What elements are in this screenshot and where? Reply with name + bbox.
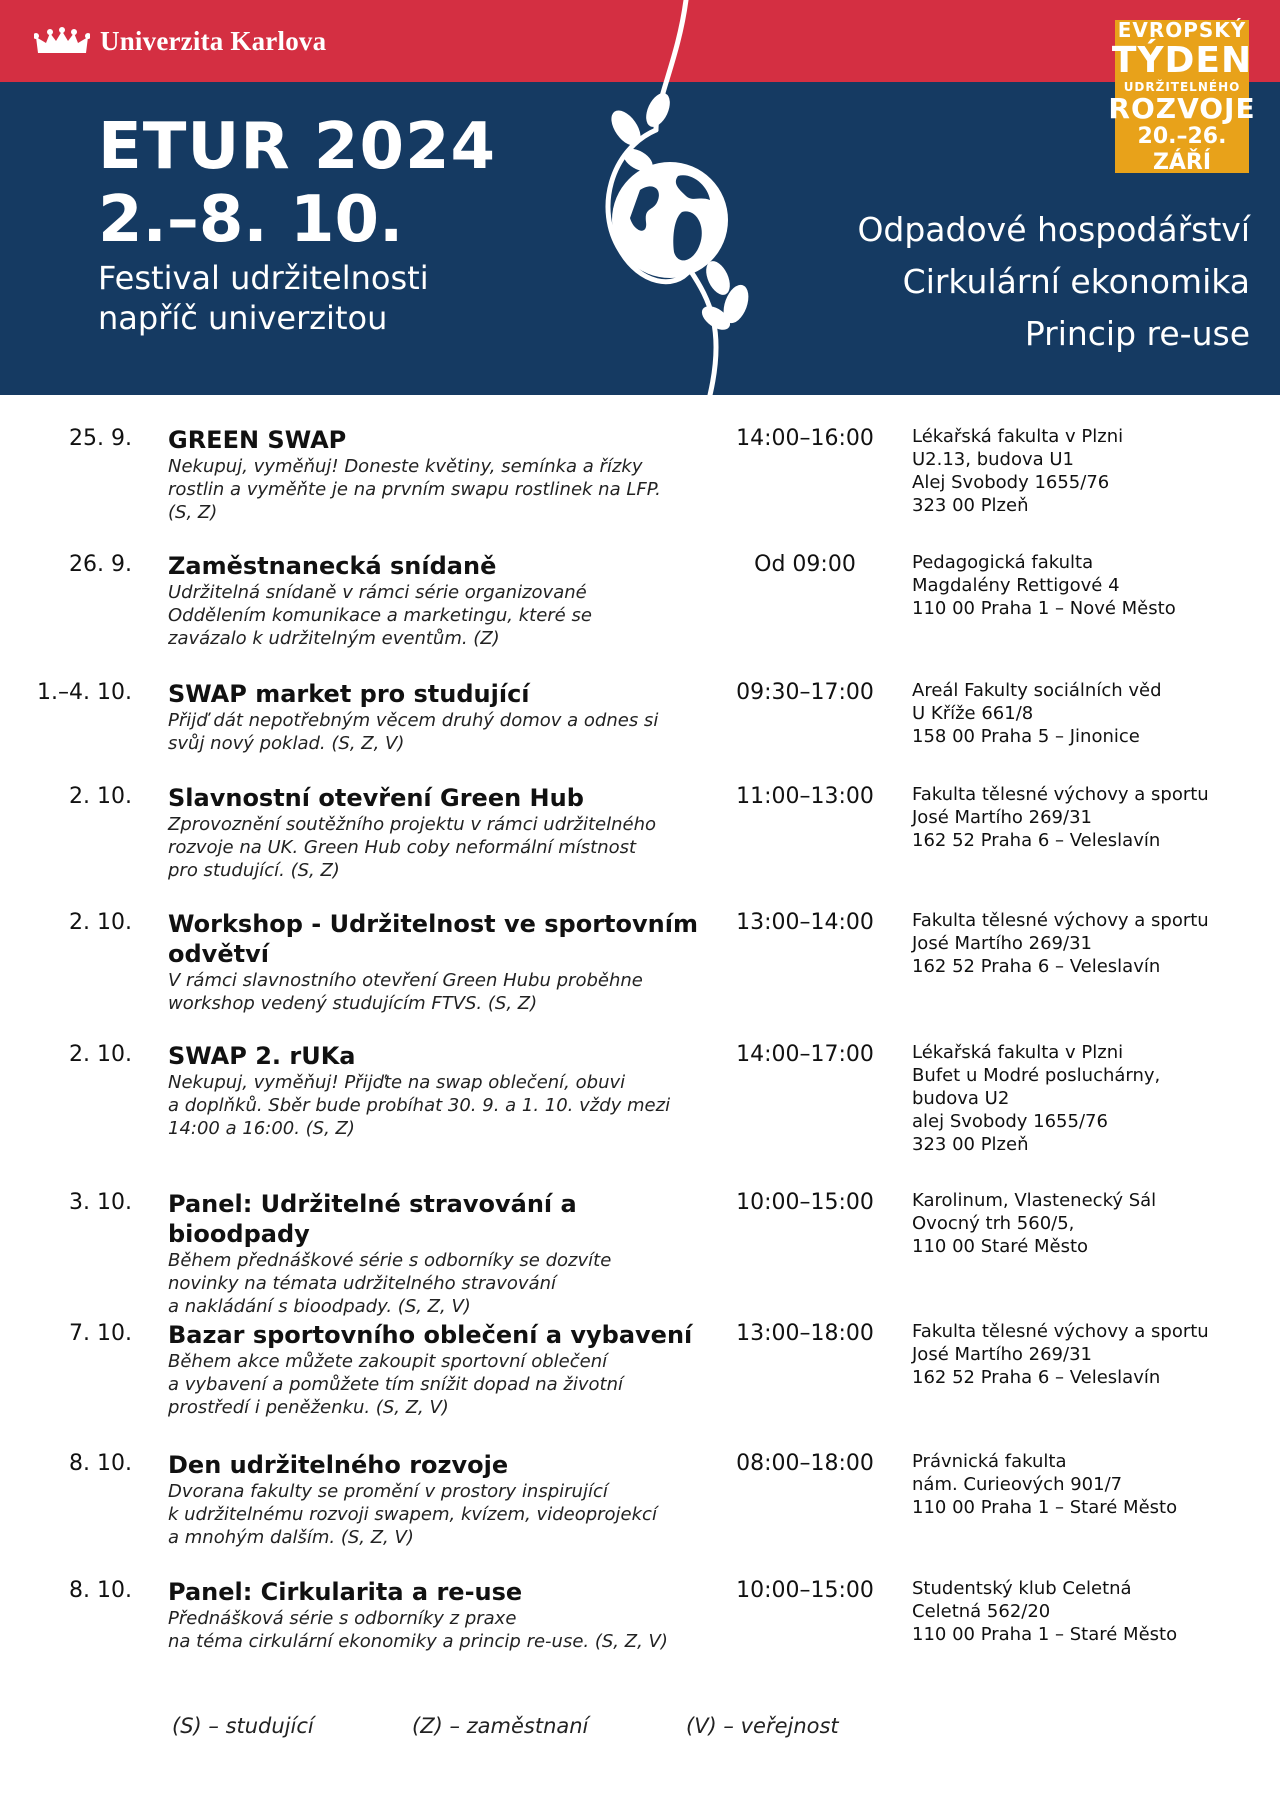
badge-line-4: ROZVOJE (1108, 91, 1256, 125)
event-description: rozvoje na UK. Green Hub coby neformální místnost (168, 837, 637, 858)
university-logo (34, 26, 326, 57)
themes-list (857, 204, 1250, 360)
event-row (0, 551, 1280, 679)
place-line: alej Svobody 1655/76 (912, 1111, 1108, 1132)
place-line: Ovocný trh 560/5, (912, 1213, 1075, 1234)
event-time: 13:00–18:00 (736, 1321, 874, 1346)
place-line: José Martího 269/31 (912, 933, 1092, 954)
event-title: Slavnostní otevření Green Hub (168, 784, 584, 812)
place-line: 323 00 Plzeň (912, 495, 1029, 516)
event-time: 10:00–15:00 (736, 1578, 874, 1603)
event-date: 25. 9. (69, 426, 132, 451)
event-info (168, 1450, 708, 1549)
place-line: Bufet u Modré posluchárny, (912, 1065, 1161, 1086)
event-date: 2. 10. (69, 1042, 132, 1067)
event-date: 7. 10. (69, 1321, 132, 1346)
event-row (0, 1041, 1280, 1189)
event-place (912, 1041, 1272, 1156)
event-description: 14:00 a 16:00. (S, Z) (168, 1118, 355, 1139)
event-row (0, 783, 1280, 909)
place-line: Areál Fakulty sociálních věd (912, 680, 1162, 701)
globe-plant-illustration (560, 0, 760, 395)
event-info (168, 1041, 708, 1140)
university-name: Univerzita Karlova (100, 26, 327, 56)
place-line: U2.13, budova U1 (912, 449, 1074, 470)
event-description: a mnohým dalším. (S, Z, V) (168, 1527, 414, 1548)
badge-line-1: EVROPSKÝ (1117, 17, 1247, 42)
event-description: Udržitelná snídaně v rámci série organizované (168, 582, 587, 603)
legend-public: (V) – veřejnost (686, 1714, 839, 1738)
place-line: Právnická fakulta (912, 1451, 1067, 1472)
place-line: 110 00 Praha 1 – Staré Město (912, 1624, 1178, 1645)
event-description: pro studující. (S, Z) (168, 860, 340, 881)
event-description: (S, Z) (168, 502, 218, 523)
event-schedule (0, 425, 1280, 1687)
place-line: Pedagogická fakulta (912, 552, 1094, 573)
theme-reuse: Princip re-use (1024, 314, 1250, 353)
event-description: a nakládání s bioodpady. (S, Z, V) (168, 1296, 471, 1317)
event-description: k udržitelnému rozvoji swapem, kvízem, videoprojekcí (168, 1504, 657, 1525)
event-row (0, 1450, 1280, 1577)
event-info (168, 425, 708, 524)
event-description: a doplňků. Sběr bude probíhat 30. 9. a 1. 10. vždy mezi (168, 1095, 671, 1116)
legend-students: (S) – studující (172, 1714, 314, 1738)
event-description: rostlin a vyměňte je na prvním swapu rostlinek na LFP. (168, 479, 661, 500)
legend-employees: (Z) – zaměstnaní (412, 1714, 589, 1738)
place-line: José Martího 269/31 (912, 807, 1092, 828)
event-time: 14:00–17:00 (736, 1042, 874, 1067)
event-description: a vybavení a pomůžete tím snížit dopad na životní (168, 1374, 623, 1395)
event-date: 2. 10. (69, 910, 132, 935)
event-date: 3. 10. (69, 1190, 132, 1215)
event-info (168, 909, 708, 1015)
place-line: 110 00 Praha 1 – Staré Město (912, 1497, 1178, 1518)
event-title: Zaměstnanecká snídaně (168, 552, 497, 580)
place-line: U Kříže 661/8 (912, 703, 1034, 724)
event-time: 08:00–18:00 (736, 1451, 874, 1476)
event-time: 09:30–17:00 (736, 680, 874, 705)
event-description: Dvorana fakulty se promění v prostory inspirující (168, 1481, 608, 1502)
event-time: 13:00–14:00 (736, 910, 874, 935)
event-description: Nekupuj, vyměňuj! Přijďte na swap oblečení, obuvi (168, 1072, 626, 1093)
place-line: 162 52 Praha 6 – Veleslavín (912, 956, 1161, 977)
event-row (0, 679, 1280, 783)
event-title: SWAP market pro studující (168, 680, 530, 708)
crown-icon (34, 27, 90, 57)
event-place (912, 1320, 1272, 1389)
place-line: nám. Curieových 901/7 (912, 1474, 1123, 1495)
event-place (912, 1577, 1272, 1646)
badge-line-3: UDRŽITELNÉHO (1123, 79, 1241, 94)
event-title: Bazar sportovního oblečení a vybavení (168, 1321, 693, 1349)
subtitle-line-2: napříč univerzitou (98, 299, 388, 337)
place-line: Fakulta tělesné výchovy a sportu (912, 910, 1209, 931)
event-description: Během přednáškové série s odborníky se dozvíte (168, 1250, 612, 1271)
event-place (912, 1189, 1272, 1258)
event-description: Zprovoznění soutěžního projektu v rámci udržitelného (168, 814, 657, 835)
event-description: Přednášková série s odborníky z praxe (168, 1608, 517, 1629)
event-time: 14:00–16:00 (736, 426, 874, 451)
festival-dates: 2.–8. 10. (98, 183, 404, 257)
event-info (168, 1577, 708, 1653)
event-date: 1.–4. 10. (37, 680, 132, 705)
etur-badge (1108, 17, 1256, 175)
place-line: 162 52 Praha 6 – Veleslavín (912, 1367, 1161, 1388)
event-description: Nekupuj, vyměňuj! Doneste květiny, semínka a řízky (168, 456, 643, 477)
event-place (912, 909, 1272, 978)
place-line: Studentský klub Celetná (912, 1578, 1132, 1599)
place-line: Celetná 562/20 (912, 1601, 1051, 1622)
event-place (912, 783, 1272, 852)
event-description: novinky na témata udržitelného stravování (168, 1273, 557, 1294)
event-row (0, 909, 1280, 1041)
event-title: GREEN SWAP (168, 426, 347, 454)
theme-waste: Odpadové hospodářství (857, 210, 1250, 249)
event-title: Panel: Udržitelné stravování a bioodpady (168, 1190, 577, 1248)
event-description: Během akce můžete zakoupit sportovní oblečení (168, 1351, 608, 1372)
event-time: Od 09:00 (754, 552, 856, 577)
place-line: Alej Svobody 1655/76 (912, 472, 1110, 493)
event-title: Panel: Cirkularita a re-use (168, 1578, 523, 1606)
event-row (0, 425, 1280, 551)
event-title: Workshop - Udržitelnost ve sportovním odvětví (168, 910, 698, 968)
subtitle-line-1: Festival udržitelnosti (98, 259, 429, 297)
event-time: 11:00–13:00 (736, 784, 874, 809)
event-row (0, 1577, 1280, 1687)
place-line: 323 00 Plzeň (912, 1134, 1029, 1155)
event-time: 10:00–15:00 (736, 1190, 874, 1215)
place-line: 162 52 Praha 6 – Veleslavín (912, 830, 1161, 851)
event-info (168, 1320, 708, 1419)
place-line: 158 00 Praha 5 – Jinonice (912, 726, 1140, 747)
place-line: 110 00 Staré Město (912, 1236, 1089, 1257)
event-description: zavázalo k udržitelným eventům. (Z) (168, 628, 500, 649)
event-place (912, 1450, 1272, 1519)
event-info (168, 1189, 708, 1318)
event-row (0, 1320, 1280, 1450)
event-place (912, 679, 1272, 748)
event-description: Přijď dát nepotřebným věcem druhý domov a odnes si (168, 710, 659, 731)
place-line: 110 00 Praha 1 – Nové Město (912, 598, 1176, 619)
event-description: prostředí i peněženku. (S, Z, V) (168, 1397, 449, 1418)
place-line: Karolinum, Vlastenecký Sál (912, 1190, 1157, 1211)
place-line: Lékařská fakulta v Plzni (912, 426, 1124, 447)
festival-subtitle (98, 258, 429, 338)
event-info (168, 679, 708, 755)
event-place (912, 551, 1272, 620)
place-line: Fakulta tělesné výchovy a sportu (912, 784, 1209, 805)
event-title: SWAP 2. rUKa (168, 1042, 356, 1070)
event-date: 8. 10. (69, 1578, 132, 1603)
festival-title: ETUR 2024 (98, 110, 497, 184)
place-line: budova U2 (912, 1088, 1010, 1109)
place-line: Magdalény Rettigové 4 (912, 575, 1120, 596)
event-row (0, 1189, 1280, 1320)
place-line: Fakulta tělesné výchovy a sportu (912, 1321, 1209, 1342)
event-description: V rámci slavnostního otevření Green Hubu proběhne (168, 970, 643, 991)
event-description: Oddělením komunikace a marketingu, které se (168, 605, 592, 626)
badge-line-5: 20.–26. ZÁŘÍ (1137, 123, 1227, 175)
event-date: 26. 9. (69, 552, 132, 577)
event-description: svůj nový poklad. (S, Z, V) (168, 733, 405, 754)
badge-line-2: TÝDEN (1111, 39, 1253, 81)
event-description: workshop vedený studujícím FTVS. (S, Z) (168, 993, 538, 1014)
event-date: 8. 10. (69, 1451, 132, 1476)
event-title: Den udržitelného rozvoje (168, 1451, 509, 1479)
event-info (168, 783, 708, 882)
event-description: na téma cirkulární ekonomiky a princip re-use. (S, Z, V) (168, 1631, 668, 1652)
theme-circular: Cirkulární ekonomika (902, 262, 1250, 301)
place-line: Lékařská fakulta v Plzni (912, 1042, 1124, 1063)
event-date: 2. 10. (69, 784, 132, 809)
event-place (912, 425, 1272, 517)
place-line: José Martího 269/31 (912, 1344, 1092, 1365)
event-info (168, 551, 708, 650)
